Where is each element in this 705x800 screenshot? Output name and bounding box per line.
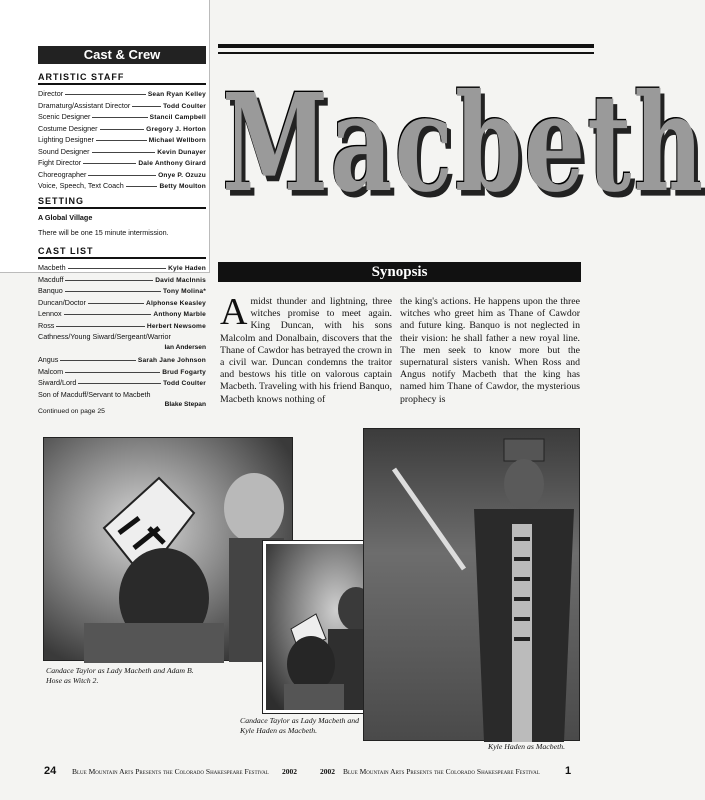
dotted-leader (100, 129, 145, 130)
credit-name: Blake Stepan (164, 401, 206, 408)
credit-row (38, 124, 206, 136)
caption-right: Kyle Haden as Macbeth. (488, 742, 566, 751)
credit-row (38, 355, 206, 367)
credit-role: Duncan/Doctor (38, 297, 86, 307)
credit-name: Stancil Campbell (149, 114, 206, 121)
dotted-leader (92, 117, 147, 118)
dotted-leader (65, 94, 146, 95)
dotted-leader (78, 383, 161, 384)
credit-role: Malcom (38, 366, 64, 376)
credit-name: Ian Andersen (164, 343, 206, 351)
credit-role: Fight Director (38, 158, 82, 167)
credit-row (38, 332, 206, 344)
credit-row (38, 263, 206, 275)
credit-row (38, 286, 206, 298)
credit-name: Dale Anthony Girard (138, 160, 206, 167)
dotted-leader (65, 280, 153, 281)
setting-value: A Global Village (38, 213, 93, 222)
credit-role: Angus (38, 355, 59, 364)
credit-role: Ross (38, 320, 55, 330)
credit-row (38, 147, 206, 159)
credit-row (38, 170, 206, 182)
dotted-leader (65, 372, 160, 373)
page-number-left: 24 (44, 765, 57, 777)
credit-name: Brud Fogarty (162, 368, 206, 376)
top-rule (218, 44, 594, 48)
credit-role: Siward/Lord (38, 378, 77, 387)
credit-role: Director (38, 89, 64, 98)
synopsis-text-1: midst thunder and lightning, three witches promise to meet again. King Duncan, with his sons Malcolm and Donalbain, discovers that the Thane of Cawdor has betrayed the crown in a civil war. Duncan condemns the traitor and bestows his title on valorous captain Macbeth. Traveling with his friend Banquo, Macbeth knows nothing of (220, 296, 392, 405)
credit-name: Gregory J. Horton (146, 125, 206, 133)
credit-name: David MacInnis (155, 276, 206, 284)
credit-name: Herbert Newsome (146, 322, 206, 330)
page-number-right: 1 (565, 765, 572, 777)
synopsis-column-1 (220, 291, 392, 406)
dotted-leader (64, 314, 152, 315)
credit-name: Sarah Jane Johnson (137, 357, 206, 364)
dotted-leader (96, 140, 147, 141)
caption-center: Candace Taylor as Lady Macbeth and Kyle Haden as Macbeth. (240, 716, 360, 735)
artistic-staff-list (38, 89, 206, 193)
photo-illustration-left (44, 438, 294, 662)
footer-year-right: 2002 (320, 767, 335, 776)
credit-row (38, 309, 206, 321)
footer-year-left: 2002 (282, 767, 297, 776)
footer-text-left: Blue Mountain Arts Presents the Colorado Shakespeare Festival (72, 767, 269, 776)
page-title: Macbeth (222, 64, 705, 223)
credit-role: Choreographer (38, 169, 87, 179)
credit-role: Lennox (38, 309, 62, 318)
dotted-leader (92, 152, 156, 153)
dotted-leader (65, 291, 161, 292)
dotted-leader (132, 106, 161, 107)
dotted-leader (88, 175, 156, 176)
credit-role: Cathness/Young Siward/Sergeant/Warrior (38, 332, 171, 341)
dotted-leader (88, 303, 144, 304)
credit-role: Lighting Designer (38, 135, 94, 144)
credit-name: Sean Ryan Kelley (147, 91, 206, 98)
footer-text-right: Blue Mountain Arts Presents the Colorado Shakespeare Festival (343, 767, 540, 776)
cast-crew-header: Cast & Crew (38, 46, 206, 64)
photo-macbeth (363, 428, 580, 741)
credit-row (38, 298, 206, 310)
credit-role: Sound Designer (38, 146, 90, 156)
credit-name: Todd Coulter (163, 380, 206, 387)
credit-role: Voice, Speech, Text Coach (38, 181, 124, 190)
top-rule-thin (218, 52, 594, 54)
dotted-leader (56, 326, 145, 327)
photo-lady-macbeth-witch (43, 437, 293, 661)
credit-row (38, 101, 206, 113)
credit-name: Betty Moulton (159, 183, 206, 190)
credit-row (38, 135, 206, 147)
credit-name: Tony Molina* (163, 288, 206, 295)
credit-row (38, 89, 206, 101)
credit-name: Michael Wellborn (148, 137, 206, 144)
credit-role: Banquo (38, 286, 63, 295)
credit-name: Alphonse Keasley (145, 299, 206, 307)
credit-name: Kyle Haden (168, 265, 206, 272)
continued-note: Continued on page 25 (38, 408, 105, 415)
dotted-leader (60, 360, 136, 361)
credit-row (38, 367, 206, 379)
credit-row (38, 158, 206, 170)
photo-illustration-right (364, 429, 581, 742)
caption-left: Candace Taylor as Lady Macbeth and Adam B. Hose as Witch 2. (46, 666, 194, 685)
credit-name: Todd Coulter (163, 102, 206, 110)
credit-role: Costume Designer (38, 123, 98, 133)
credit-row (38, 390, 206, 402)
credit-row (38, 181, 206, 193)
dotted-leader (68, 268, 167, 269)
synopsis-column-2: the king's actions. He happens upon the three witches who greet him as Thane of Cawdor and future king. Banquo is not neglected in their vision: he shall father a new royal line. The men seek to know more but the supernatural sisters vanish. When Ross and Angus notify Macbeth that the king has named him Thane of Cawdor, the mysterious prophecy is (400, 296, 580, 405)
cast-list (38, 263, 206, 413)
credit-role: Son of Macduff/Servant to Macbeth (38, 389, 151, 399)
credit-row (38, 378, 206, 390)
credit-role: Macbeth (38, 263, 66, 272)
synopsis-header: Synopsis (218, 262, 581, 282)
cast-list-title: CAST LIST (38, 246, 206, 259)
dotted-leader (126, 186, 158, 187)
credit-row (38, 112, 206, 124)
credit-row (38, 275, 206, 287)
credit-role: Scenic Designer (38, 112, 91, 121)
credit-role: Macduff (38, 274, 64, 284)
intermission-note: There will be one 15 minute intermission. (38, 228, 169, 237)
credit-name: Onye P. Ozuzu (158, 171, 206, 179)
credit-role: Dramaturg/Assistant Director (38, 100, 131, 110)
credit-name: Anthony Marble (153, 311, 206, 318)
drop-cap: A (220, 291, 248, 333)
setting-title: SETTING (38, 196, 206, 209)
credit-name: Kevin Dunayer (157, 148, 206, 156)
credit-row (38, 321, 206, 333)
dotted-leader (83, 163, 136, 164)
artistic-staff-title: ARTISTIC STAFF (38, 72, 206, 85)
title-block (218, 60, 705, 265)
